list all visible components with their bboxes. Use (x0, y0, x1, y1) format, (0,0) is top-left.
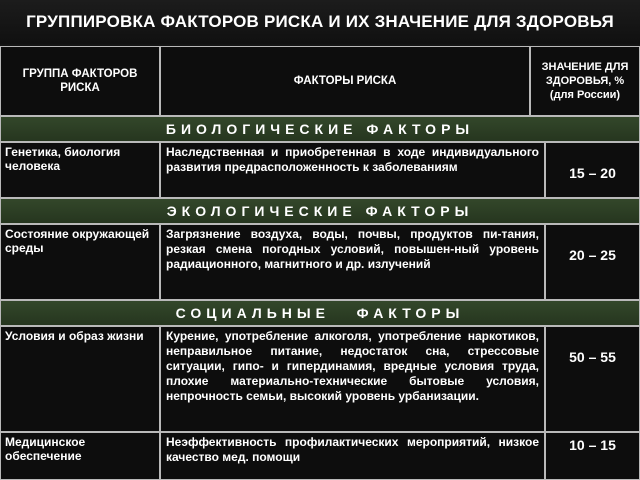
factors-medical: Неэффективность профилактических мероприятий, низкое качество мед. помощи (160, 432, 545, 480)
header-group: ГРУППА ФАКТОРОВ РИСКА (0, 46, 160, 116)
header-factors: ФАКТОРЫ РИСКА (160, 46, 530, 116)
value-lifestyle: 50 – 55 (545, 326, 640, 432)
group-genetics: Генетика, биология человека (0, 142, 160, 198)
factors-genetics: Наследственная и приобретенная в ходе индивидуального развития предрасположенность к заболеваниям (160, 142, 545, 198)
header-value: ЗНАЧЕНИЕ ДЛЯ ЗДОРОВЬЯ, % (для России) (530, 46, 640, 116)
value-environment: 20 – 25 (545, 224, 640, 300)
factors-lifestyle: Курение, употребление алкоголя, употребление наркотиков, неправильное питание, недостаток сна, стрессовые ситуации, гипо- и гипердинамия, вредные условия труда, плохие материально-технические бытовые условия, непрочность семьи, высокий уровень урбанизации. (160, 326, 545, 432)
value-medical: 10 – 15 (545, 432, 640, 480)
group-environment: Состояние окружающей среды (0, 224, 160, 300)
factors-environment: Загрязнение воздуха, воды, почвы, продуктов пи-тания, резкая смена погодных условий, повышен-ный уровень радиационного, магнитного и др. излучений (160, 224, 545, 300)
group-medical: Медицинское обеспечение (0, 432, 160, 480)
section-social: СОЦИАЛЬНЫЕ ФАКТОРЫ (0, 300, 640, 326)
value-genetics: 15 – 20 (545, 142, 640, 198)
group-lifestyle: Условия и образ жизни (0, 326, 160, 432)
section-ecological: ЭКОЛОГИЧЕСКИЕ ФАКТОРЫ (0, 198, 640, 224)
slide-title: ГРУППИРОВКА ФАКТОРОВ РИСКА И ИХ ЗНАЧЕНИЕ ДЛЯ ЗДОРОВЬЯ (0, 0, 640, 44)
section-biological: БИОЛОГИЧЕСКИЕ ФАКТОРЫ (0, 116, 640, 142)
